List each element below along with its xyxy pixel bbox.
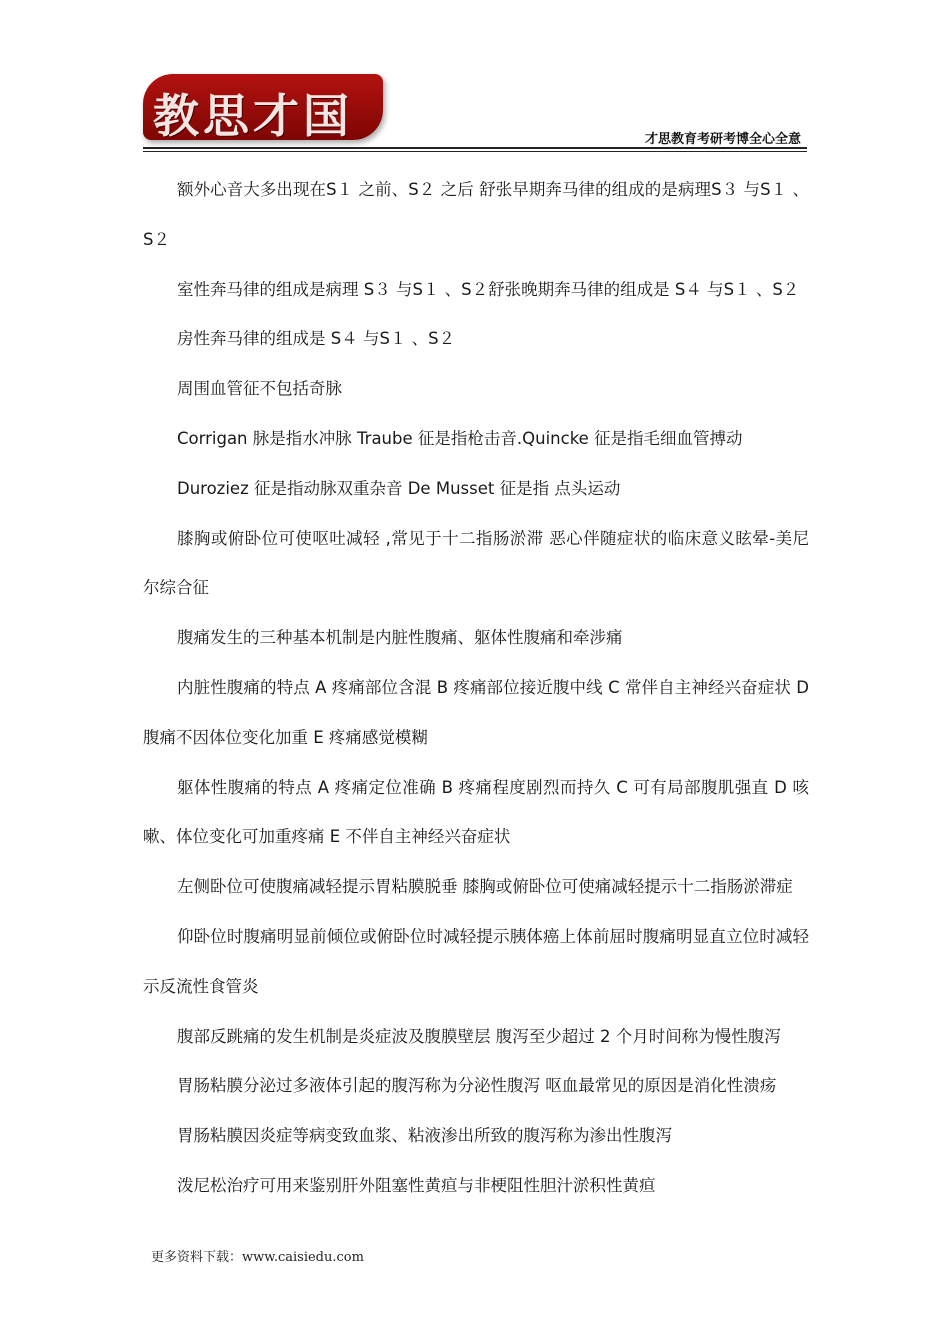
paragraph: 腹痛发生的三种基本机制是内脏性腹痛、躯体性腹痛和牵涉痛 [177, 628, 623, 648]
paragraph: 周围血管征不包括奇脉 [177, 379, 342, 399]
document-body [143, 165, 809, 1211]
paragraph: 左侧卧位可使腹痛减轻提示胃粘膜脱垂 膝胸或俯卧位可使痛减轻提示十二指肠淤滞症 [177, 877, 793, 897]
paragraph: Duroziez 征是指动脉双重杂音 De Musset 征是指 点头运动 [177, 478, 621, 498]
logo [143, 74, 383, 140]
paragraph: 房性奔马律的组成是 S４ 与S１ 、S２ [177, 329, 456, 349]
page-header [143, 70, 807, 155]
footer-download-link: 更多资料下载：www.caisiedu.com [151, 1250, 364, 1265]
header-rule-thin [143, 151, 807, 152]
paragraph: 额外心音大多出现在S１ 之前、S２ 之后 舒张早期奔马律的组成的是病理S３ 与S１ 、S２ [143, 180, 809, 249]
paragraph: 内脏性腹痛的特点 A 疼痛部位含混 B 疼痛部位接近腹中线 C 常伴自主神经兴奋症状 D 腹痛不因体位变化加重 E 疼痛感觉模糊 [143, 677, 809, 747]
paragraph: 胃肠粘膜分泌过多液体引起的腹泻称为分泌性腹泻 呕血最常见的原因是消化性溃疡 [177, 1076, 777, 1096]
paragraph: 仰卧位时腹痛明显前倾位或俯卧位时减轻提示胰体癌上体前屈时腹痛明显直立位时减轻示反流性食管炎 [143, 926, 809, 996]
header-slogan: 才思教育考研考博全心全意 [644, 132, 801, 147]
paragraph: 躯体性腹痛的特点 A 疼痛定位准确 B 疼痛程度剧烈而持久 C 可有局部腹肌强直 D 咳嗽、体位变化可加重疼痛 E 不伴自主神经兴奋症状 [143, 777, 809, 847]
paragraph: 泼尼松治疗可用来鉴别肝外阻塞性黄疸与非梗阻性胆汁淤积性黄疸 [177, 1175, 656, 1195]
logo-text: 教思才国 [153, 89, 353, 140]
header-rule-thick [143, 147, 807, 149]
paragraph: 腹部反跳痛的发生机制是炎症波及腹膜壁层 腹泻至少超过 2 个月时间称为慢性腹泻 [177, 1026, 781, 1046]
paragraph: 膝胸或俯卧位可使呕吐减轻 ,常见于十二指肠淤滞 恶心伴随症状的临床意义眩晕-美尼尔综合征 [143, 528, 809, 598]
paragraph: 胃肠粘膜因炎症等病变致血浆、粘液渗出所致的腹泻称为渗出性腹泻 [177, 1126, 672, 1146]
paragraph: 室性奔马律的组成是病理 S３ 与S１ 、S２舒张晚期奔马律的组成是 S４ 与S１ 、S２ [177, 279, 800, 299]
paragraph: Corrigan 脉是指水冲脉 Traube 征是指枪击音.Quincke 征是指毛细血管搏动 [177, 428, 743, 448]
